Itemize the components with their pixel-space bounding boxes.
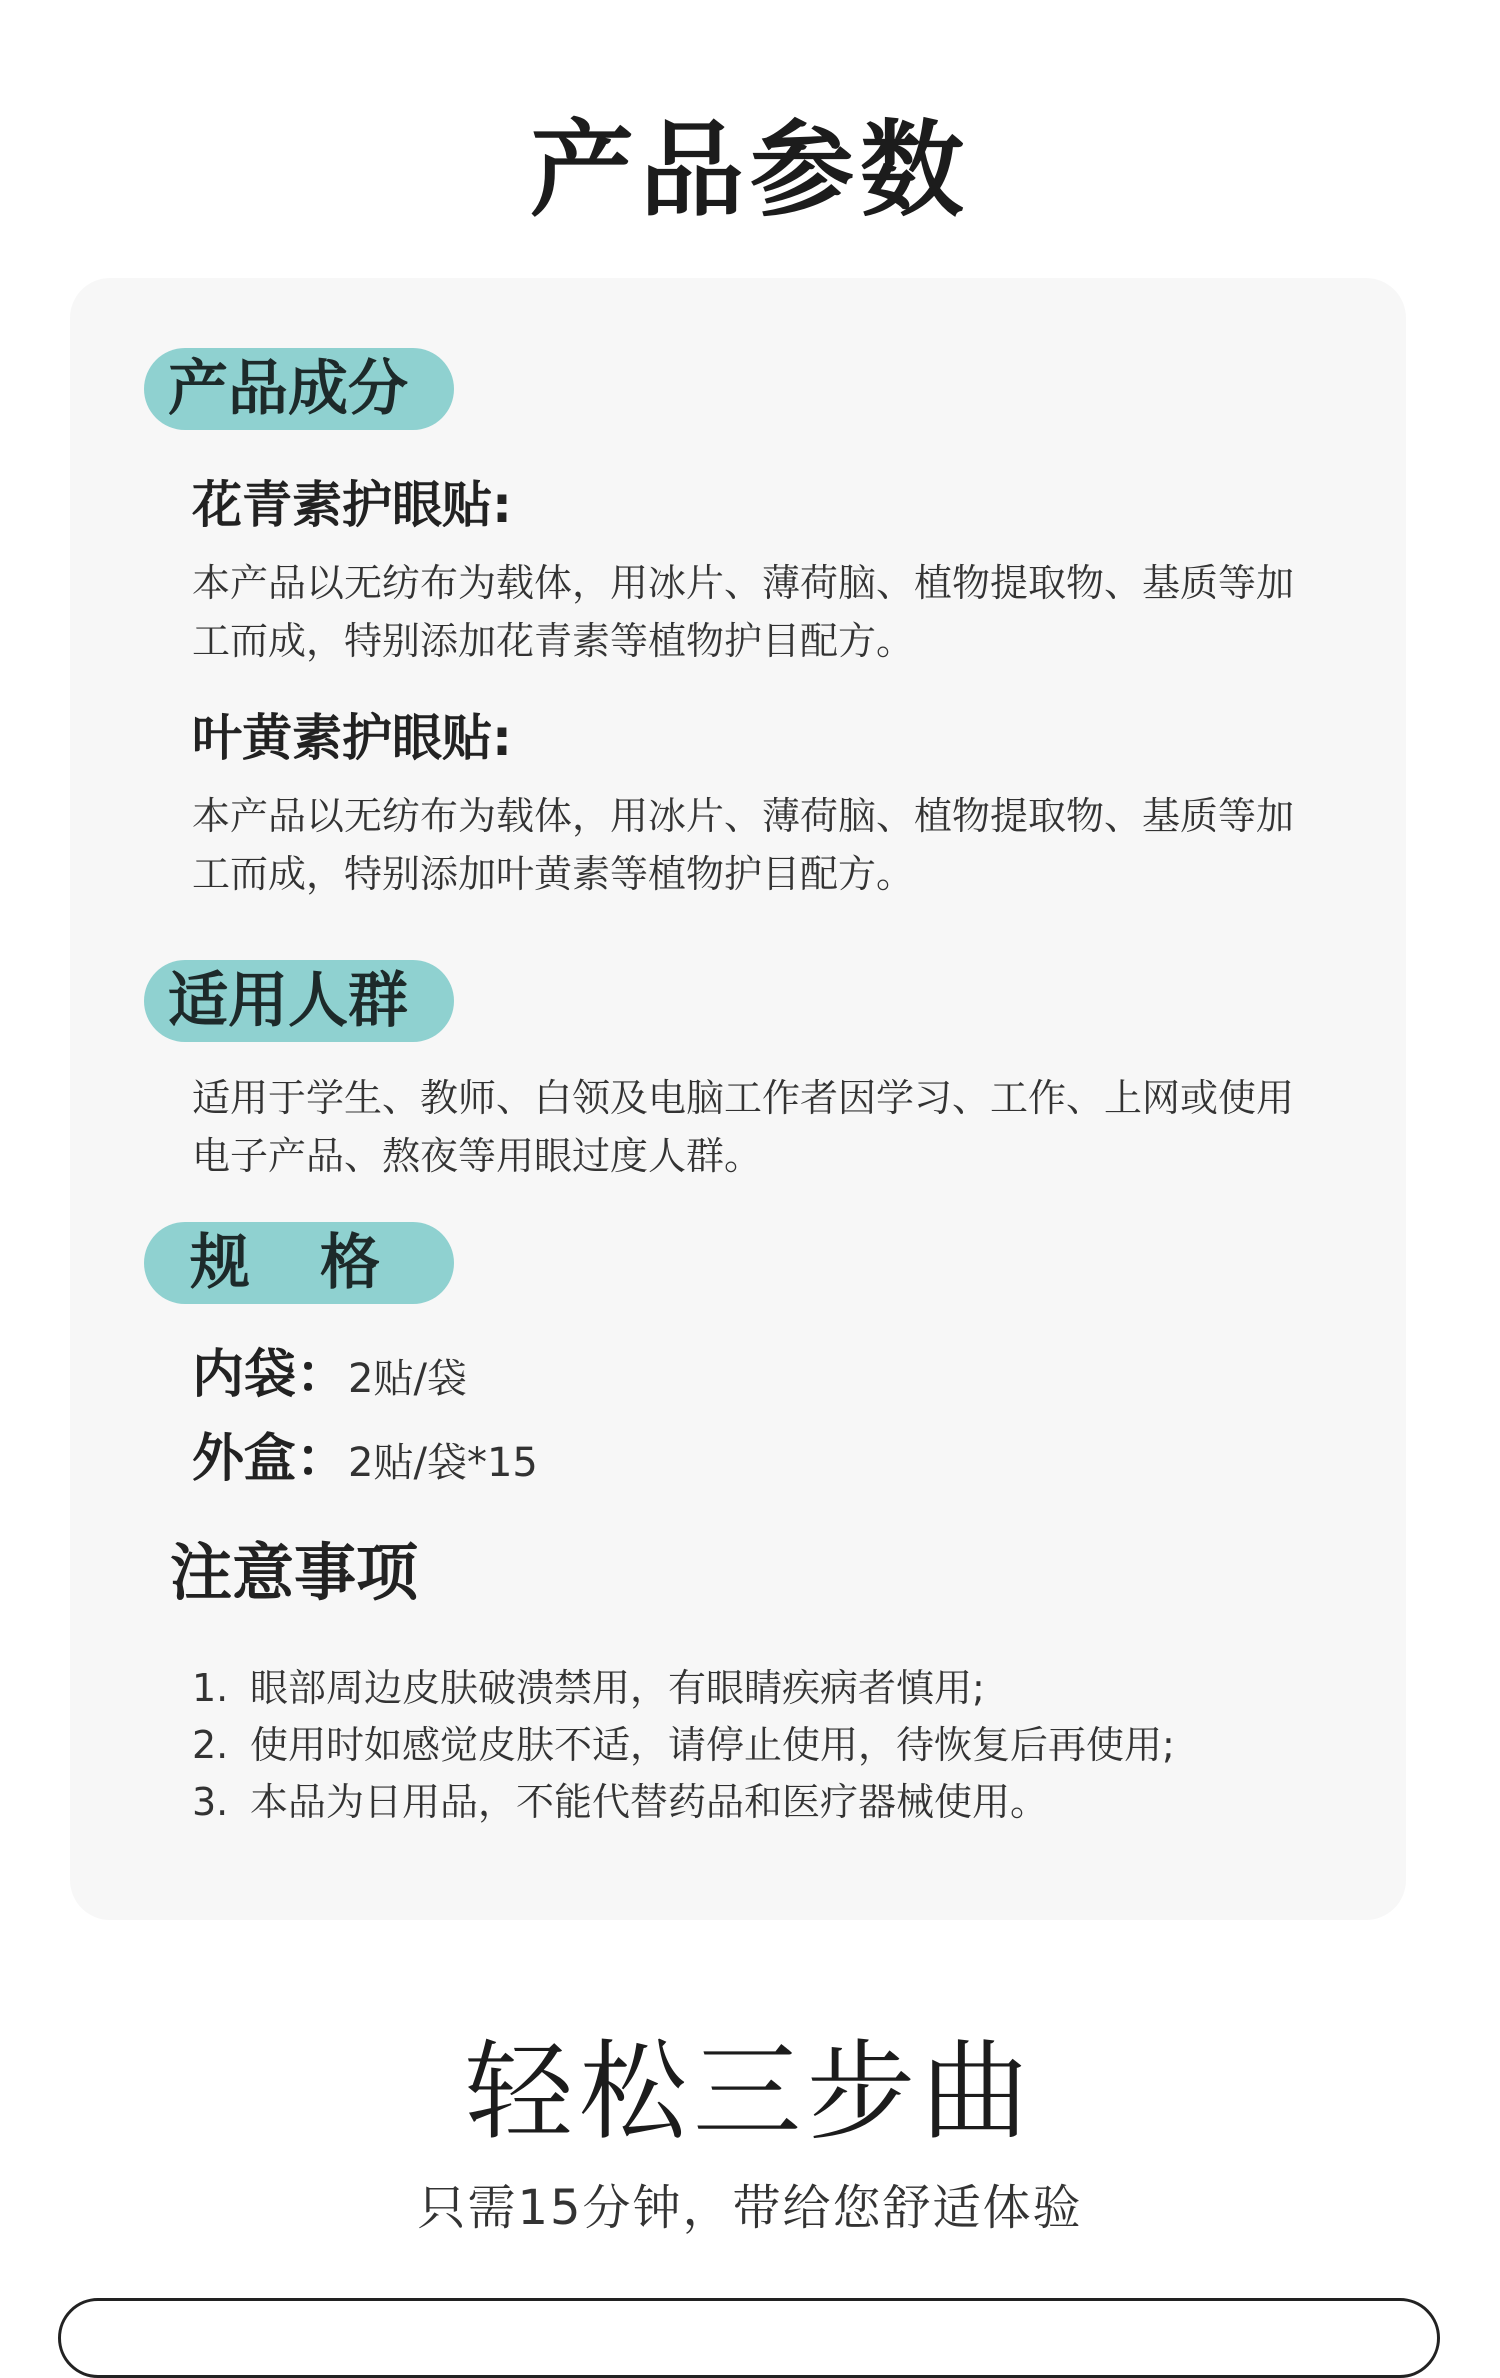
- page-title: 产品参数: [529, 109, 970, 231]
- ingredient-name-anthocyanin: 花青素护眼贴:: [192, 476, 512, 534]
- ingredient-desc-anthocyanin: [192, 554, 1392, 670]
- steps-subtitle: 只需15分钟，带给您舒适体验: [417, 2180, 1083, 2236]
- spec-label: 内袋：: [192, 1345, 349, 1405]
- ingredients-pill: 产品成分: [144, 348, 454, 430]
- next-section-card: [58, 2298, 1440, 2378]
- audience-desc-line: 电子产品、熬夜等用眼过度人群。: [192, 1134, 763, 1178]
- spec-value: 2贴/袋: [348, 1356, 467, 1402]
- list-item: [192, 1660, 1175, 1717]
- notes-title: 注意事项: [170, 1536, 419, 1609]
- steps-title: 轻松三步曲: [464, 2030, 1035, 2155]
- product-params-card: [70, 278, 1406, 1920]
- spec-value: 2贴/袋*15: [348, 1440, 538, 1486]
- note-text: 眼部周边皮肤破溃禁用，有眼睛疾病者慎用;: [250, 1666, 985, 1710]
- ingredient-desc-lutein: [192, 787, 1392, 903]
- spec-row-inner-bag: [192, 1344, 467, 1406]
- audience-pill: 适用人群: [144, 960, 454, 1042]
- ingredient-desc-line: 本产品以无纺布为载体，用冰片、薄荷脑、植物提取物、基质等加: [192, 794, 1295, 838]
- ingredient-desc-line: 工而成，特别添加花青素等植物护目配方。: [192, 619, 915, 663]
- list-item: [192, 1774, 1175, 1831]
- audience-desc-line: 适用于学生、教师、白领及电脑工作者因学习、工作、上网或使用: [192, 1076, 1295, 1120]
- audience-desc: [192, 1069, 1392, 1185]
- note-text: 本品为日用品，不能代替药品和医疗器械使用。: [250, 1780, 1049, 1824]
- spec-pill: 规格: [144, 1222, 454, 1304]
- note-number: 2.: [192, 1723, 229, 1767]
- note-number: 1.: [192, 1666, 229, 1710]
- spec-row-outer-box: [192, 1428, 538, 1490]
- spec-label: 外盒：: [192, 1429, 349, 1489]
- note-number: 3.: [192, 1780, 229, 1824]
- ingredient-name-lutein: 叶黄素护眼贴:: [192, 709, 512, 767]
- ingredient-desc-line: 工而成，特别添加叶黄素等植物护目配方。: [192, 852, 915, 896]
- note-text: 使用时如感觉皮肤不适，请停止使用，待恢复后再使用;: [250, 1723, 1175, 1767]
- ingredient-desc-line: 本产品以无纺布为载体，用冰片、薄荷脑、植物提取物、基质等加: [192, 561, 1295, 605]
- list-item: [192, 1717, 1175, 1774]
- notes-list: [192, 1660, 1175, 1831]
